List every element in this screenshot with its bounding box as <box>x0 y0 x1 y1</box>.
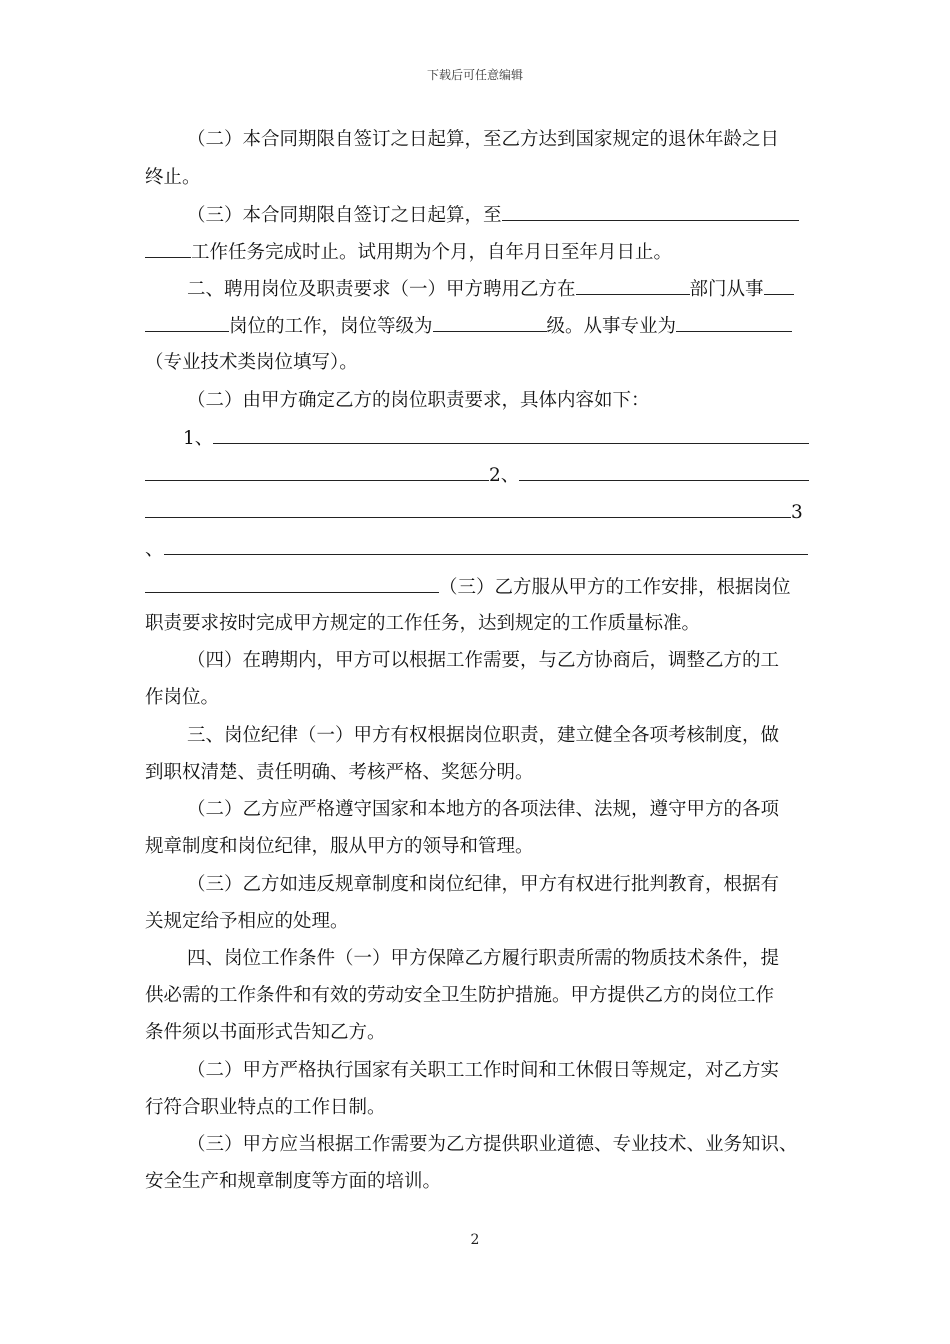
line-text: （三）本合同期限自签订之日起算，至 <box>187 205 502 226</box>
paragraph-line: 终止。 <box>145 167 201 188</box>
paragraph-line: （二）由甲方确定乙方的岗位职责要求，具体内容如下： <box>187 390 650 411</box>
line-text: 3 <box>791 502 803 523</box>
blank-field <box>519 463 809 481</box>
line-text: 、 <box>145 539 164 560</box>
paragraph-line: 关规定给予相应的处理。 <box>145 911 349 932</box>
paragraph-line: （三）甲方应当根据工作需要为乙方提供职业道德、专业技术、业务知识、 <box>187 1134 798 1155</box>
paragraph-line: （二）甲方严格执行国家有关职工工作时间和工休假日等规定，对乙方实 <box>187 1060 780 1081</box>
paragraph-line: 规章制度和岗位纪律，服从甲方的领导和管理。 <box>145 836 534 857</box>
paragraph-line <box>187 203 808 227</box>
paragraph-line <box>187 277 808 301</box>
paragraph-line: 作岗位。 <box>145 687 220 708</box>
blank-field <box>764 277 794 295</box>
paragraph-line: 四、岗位工作条件（一）甲方保障乙方履行职责所需的物质技术条件，提 <box>187 948 780 969</box>
line-text: 部门从事 <box>689 279 764 300</box>
line-text: 2、 <box>489 465 520 486</box>
paragraph-line: 安全生产和规章制度等方面的培训。 <box>145 1171 442 1192</box>
paragraph-line: （二）乙方应严格遵守国家和本地方的各项法律、法规，遵守甲方的各项 <box>187 799 780 820</box>
blank-field <box>145 240 191 258</box>
paragraph-line: 行符合职业特点的工作日制。 <box>145 1097 386 1118</box>
blank-field <box>213 426 809 444</box>
blank-field <box>576 277 690 295</box>
blank-field <box>145 463 489 481</box>
blank-field <box>145 575 439 593</box>
line-text: 工作任务完成时止。试用期为个月，自年月日至年月日止。 <box>191 242 673 263</box>
paragraph-line <box>145 500 808 524</box>
line-text: （三）乙方服从甲方的工作安排，根据岗位 <box>439 577 791 598</box>
blank-field <box>145 500 791 518</box>
paragraph-line <box>145 575 808 599</box>
paragraph-line <box>145 463 808 487</box>
paragraph-line: 供必需的工作条件和有效的劳动安全卫生防护措施。甲方提供乙方的岗位工作 <box>145 985 775 1006</box>
blank-field <box>164 537 808 555</box>
line-text: 岗位的工作，岗位等级为 <box>229 316 433 337</box>
blank-field <box>502 203 799 221</box>
paragraph-line: （三）乙方如违反规章制度和岗位纪律，甲方有权进行批判教育，根据有 <box>187 874 780 895</box>
blank-field <box>145 314 229 332</box>
paragraph-line <box>183 426 808 450</box>
paragraph-line: 三、岗位纪律（一）甲方有权根据岗位职责，建立健全各项考核制度，做 <box>187 725 780 746</box>
line-text: 二、聘用岗位及职责要求（一）甲方聘用乙方在 <box>187 279 576 300</box>
paragraph-line <box>145 240 808 264</box>
blank-field <box>676 314 792 332</box>
blank-field <box>433 314 547 332</box>
paragraph-line: （二）本合同期限自签订之日起算，至乙方达到国家规定的退休年龄之日 <box>187 129 780 150</box>
paragraph-line <box>145 537 808 561</box>
paragraph-line <box>145 314 808 338</box>
page-header: 下载后可任意编辑 <box>426 68 523 82</box>
line-text: 级。从事专业为 <box>546 316 677 337</box>
paragraph-line: 到职权清楚、责任明确、考核严格、奖惩分明。 <box>145 762 534 783</box>
paragraph-line: （专业技术类岗位填写）。 <box>145 352 358 373</box>
page-number: 2 <box>470 1232 480 1248</box>
line-text: 1、 <box>183 428 214 449</box>
paragraph-line: 条件须以书面形式告知乙方。 <box>145 1022 386 1043</box>
paragraph-line: 职责要求按时完成甲方规定的工作任务，达到规定的工作质量标准。 <box>145 613 701 634</box>
paragraph-line: （四）在聘期内，甲方可以根据工作需要，与乙方协商后，调整乙方的工 <box>187 650 780 671</box>
